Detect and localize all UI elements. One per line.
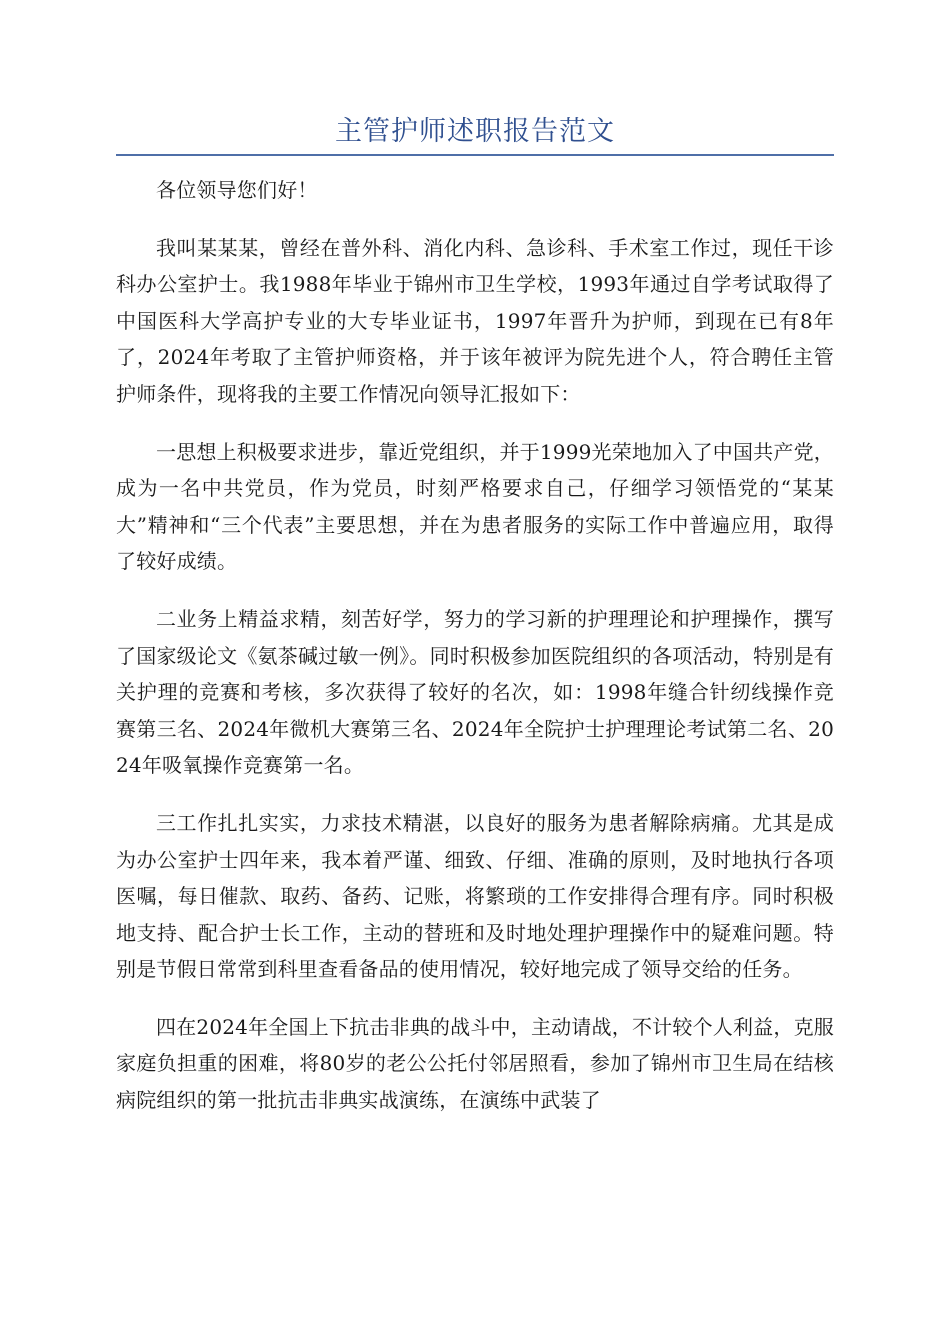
document-body [116,172,834,1140]
section-four-paragraph: 四在2024年全国上下抗击非典的战斗中，主动请战，不计较个人利益，克服家庭负担重的困难，将80岁的老公公托付邻居照看，参加了锦州市卫生局在结核病院组织的第一批抗击非典实战演练，在演练中武装了 [116,1014,834,1113]
intro-paragraph: 我叫某某某，曾经在普外科、消化内科、急诊科、手术室工作过，现任干诊科办公室护士。我1988年毕业于锦州市卫生学校，1993年通过自学考试取得了中国医科大学高护专业的大专毕业证书，1997年晋升为护师，到现在已有8年了，2024年考取了主管护师资格，并于该年被评为院先进个人，符合聘任主管护师条件，现将我的主要工作情况向领导汇报如下： [116,235,834,406]
section-three-paragraph: 三工作扎扎实实，力求技术精湛，以良好的服务为患者解除病痛。尤其是成为办公室护士四年来，我本着严谨、细致、仔细、准确的原则，及时地执行各项医嘱，每日催款、取药、备药、记账，将繁琐的工作安排得合理有序。同时积极地支持、配合护士长工作，主动的替班和及时地处理护理操作中的疑难问题。特别是节假日常常到科里查看备品的使用情况，较好地完成了领导交给的任务。 [116,810,834,982]
document-title: 主管护师述职报告范文 [335,116,615,147]
greeting-paragraph: 各位领导您们好！ [156,178,318,202]
title-underline [116,154,834,156]
section-one-paragraph: 一思想上积极要求进步，靠近党组织，并于1999光荣地加入了中国共产党，成为一名中共党员，作为党员，时刻严格要求自己，仔细学习领悟党的“某某大”精神和“三个代表”主要思想，并在为患者服务的实际工作中普遍应用，取得了较好成绩。 [116,439,834,574]
section-two-paragraph: 二业务上精益求精，刻苦好学，努力的学习新的护理理论和护理操作，撰写了国家级论文《氨茶碱过敏一例》。同时积极参加医院组织的各项活动，特别是有关护理的竞赛和考核，多次获得了较好的名次，如：1998年缝合针纫线操作竞赛第三名、2024年微机大赛第三名、2024年全院护士护理理论考试第二名、2024年吸氧操作竞赛第一名。 [116,606,834,778]
